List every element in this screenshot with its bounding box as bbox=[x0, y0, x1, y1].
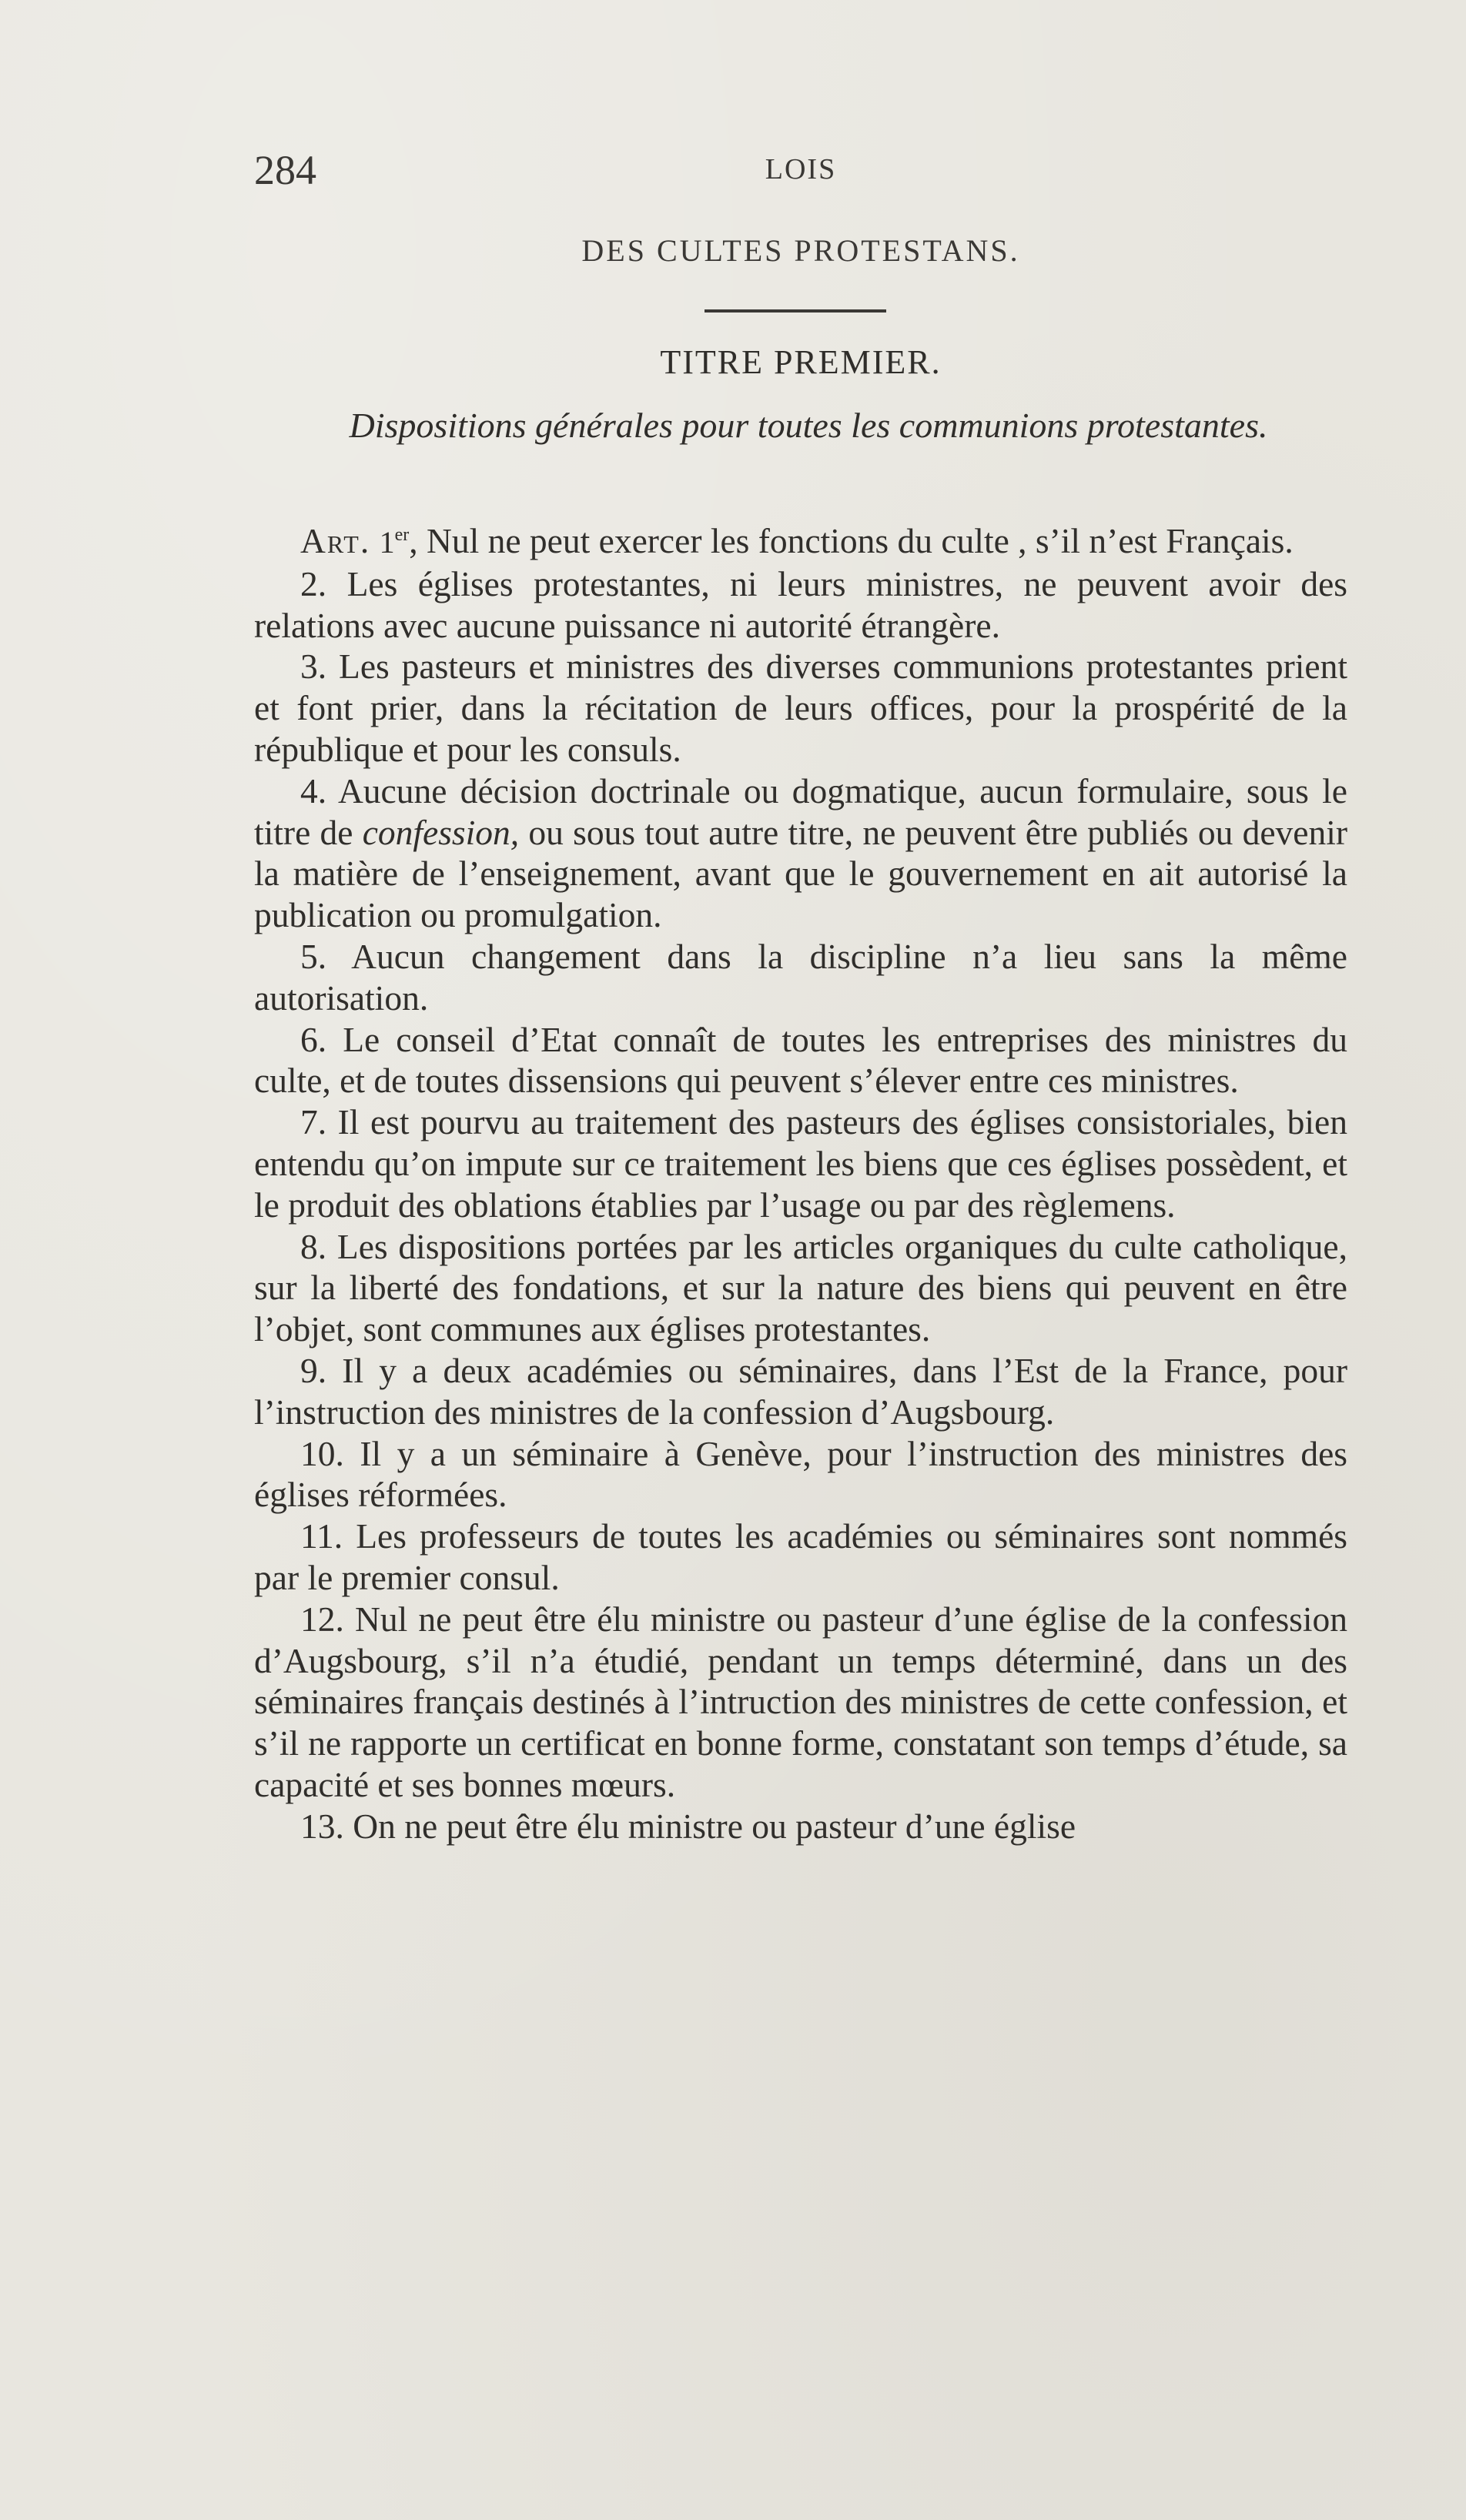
article-4 bbox=[254, 770, 1347, 936]
article-number: 11. bbox=[300, 1516, 343, 1556]
article-text: Nul ne peut être élu ministre ou pasteur d’une église de la confession d’Augsbourg, s’il n’a étudié, pendant un temps déterminé, dans un des séminaires français destinés à l’intruction des ministres de cette confession, et s’il ne rapporte un certificat en bonne forme, constatant son temps d’étude, sa capacité et ses bonnes mœurs. bbox=[254, 1599, 1348, 1804]
article-number: 10. bbox=[300, 1433, 344, 1473]
article-text: Les professeurs de toutes les académies ou séminaires sont nommés par le premier consul. bbox=[254, 1516, 1347, 1597]
article-11 bbox=[254, 1516, 1347, 1599]
article-8 bbox=[254, 1226, 1347, 1350]
article-number: 2. bbox=[300, 563, 327, 603]
article-3 bbox=[254, 646, 1347, 770]
running-head: LOIS bbox=[765, 153, 837, 185]
article-emphasis: confession, bbox=[362, 812, 520, 852]
article-label: Art. bbox=[300, 521, 371, 560]
article-text: Les églises protestantes, ni leurs ministres, ne peuvent avoir des relations avec aucune puissance ni autorité étrangère. bbox=[254, 563, 1347, 645]
article-number: 5. bbox=[300, 936, 327, 976]
article-9 bbox=[254, 1350, 1347, 1433]
article-number: 9. bbox=[300, 1350, 327, 1390]
article-text: Les pasteurs et ministres des diverses communions protestantes prient et font prier, dans la récitation de leurs offices, pour la prospérité de la république et pour les consuls. bbox=[254, 647, 1348, 769]
article-number: 4. bbox=[300, 770, 327, 810]
article-13 bbox=[254, 1806, 1347, 1847]
chapter-title: TITRE PREMIER. bbox=[660, 343, 942, 381]
article-7 bbox=[254, 1101, 1347, 1225]
article-text: Aucun changement dans la discipline n’a lieu sans la même autorisation. bbox=[254, 936, 1347, 1018]
article-12 bbox=[254, 1599, 1347, 1806]
article-text-continued: ou sous tout autre titre, ne peuvent être publiés ou devenir la matière de l’enseignement, avant que le gouvernement en ait autorisé la publication ou promulgation. bbox=[254, 812, 1348, 935]
article-text: Les dispositions portées par les articles organiques du culte catholique, sur la liberté des fondations, et sur la nature des biens qui peuvent en être l’objet, sont communes aux églises protestantes. bbox=[254, 1226, 1348, 1349]
article-text: Il est pourvu au traitement des pasteurs des églises consistoriales, bien entendu qu’on impute sur ce traitement les biens que ces églises possèdent, et le produit des oblations établies par l’usage ou par des règlemens. bbox=[254, 1102, 1348, 1225]
article-1 bbox=[254, 520, 1347, 563]
article-number: 12. bbox=[300, 1599, 344, 1639]
article-text: Aucune décision doctrinale ou dogmatique, aucun formulaire, sous le titre de bbox=[254, 770, 1347, 852]
article-text: Le conseil d’Etat connaît de toutes les entreprises des ministres du culte, et de toutes dissensions qui peuvent s’élever entre ces ministres. bbox=[254, 1019, 1347, 1101]
article-6 bbox=[254, 1019, 1347, 1102]
article-number: 13. bbox=[300, 1806, 344, 1846]
article-number: 7. bbox=[300, 1102, 327, 1142]
article-5 bbox=[254, 936, 1347, 1019]
article-text: On ne peut être élu ministre ou pasteur d’une église bbox=[353, 1806, 1076, 1846]
section-heading: DES CULTES PROTESTANS. bbox=[581, 233, 1020, 268]
title-divider bbox=[705, 309, 886, 312]
article-text: , Nul ne peut exercer les fonctions du culte , s’il n’est Français. bbox=[409, 521, 1294, 560]
page-header bbox=[254, 146, 1347, 192]
article-2 bbox=[254, 563, 1347, 647]
article-number: 6. bbox=[300, 1019, 327, 1059]
article-number: 8. bbox=[300, 1226, 327, 1266]
page-number: 284 bbox=[254, 147, 316, 193]
article-text: Il y a deux académies ou séminaires, dans l’Est de la France, pour l’instruction des ministres de la confession d’Augsbourg. bbox=[254, 1350, 1347, 1432]
chapter-subtitle: Dispositions générales pour toutes les communions protestantes. bbox=[349, 406, 1268, 445]
article-number: 1 bbox=[379, 525, 395, 560]
article-text: Il y a un séminaire à Genève, pour l’instruction des ministres des églises réformées. bbox=[254, 1433, 1347, 1515]
article-number: 3. bbox=[300, 647, 327, 687]
articles-body bbox=[254, 520, 1347, 1847]
article-number-superscript: er bbox=[394, 524, 410, 545]
article-10 bbox=[254, 1433, 1347, 1516]
